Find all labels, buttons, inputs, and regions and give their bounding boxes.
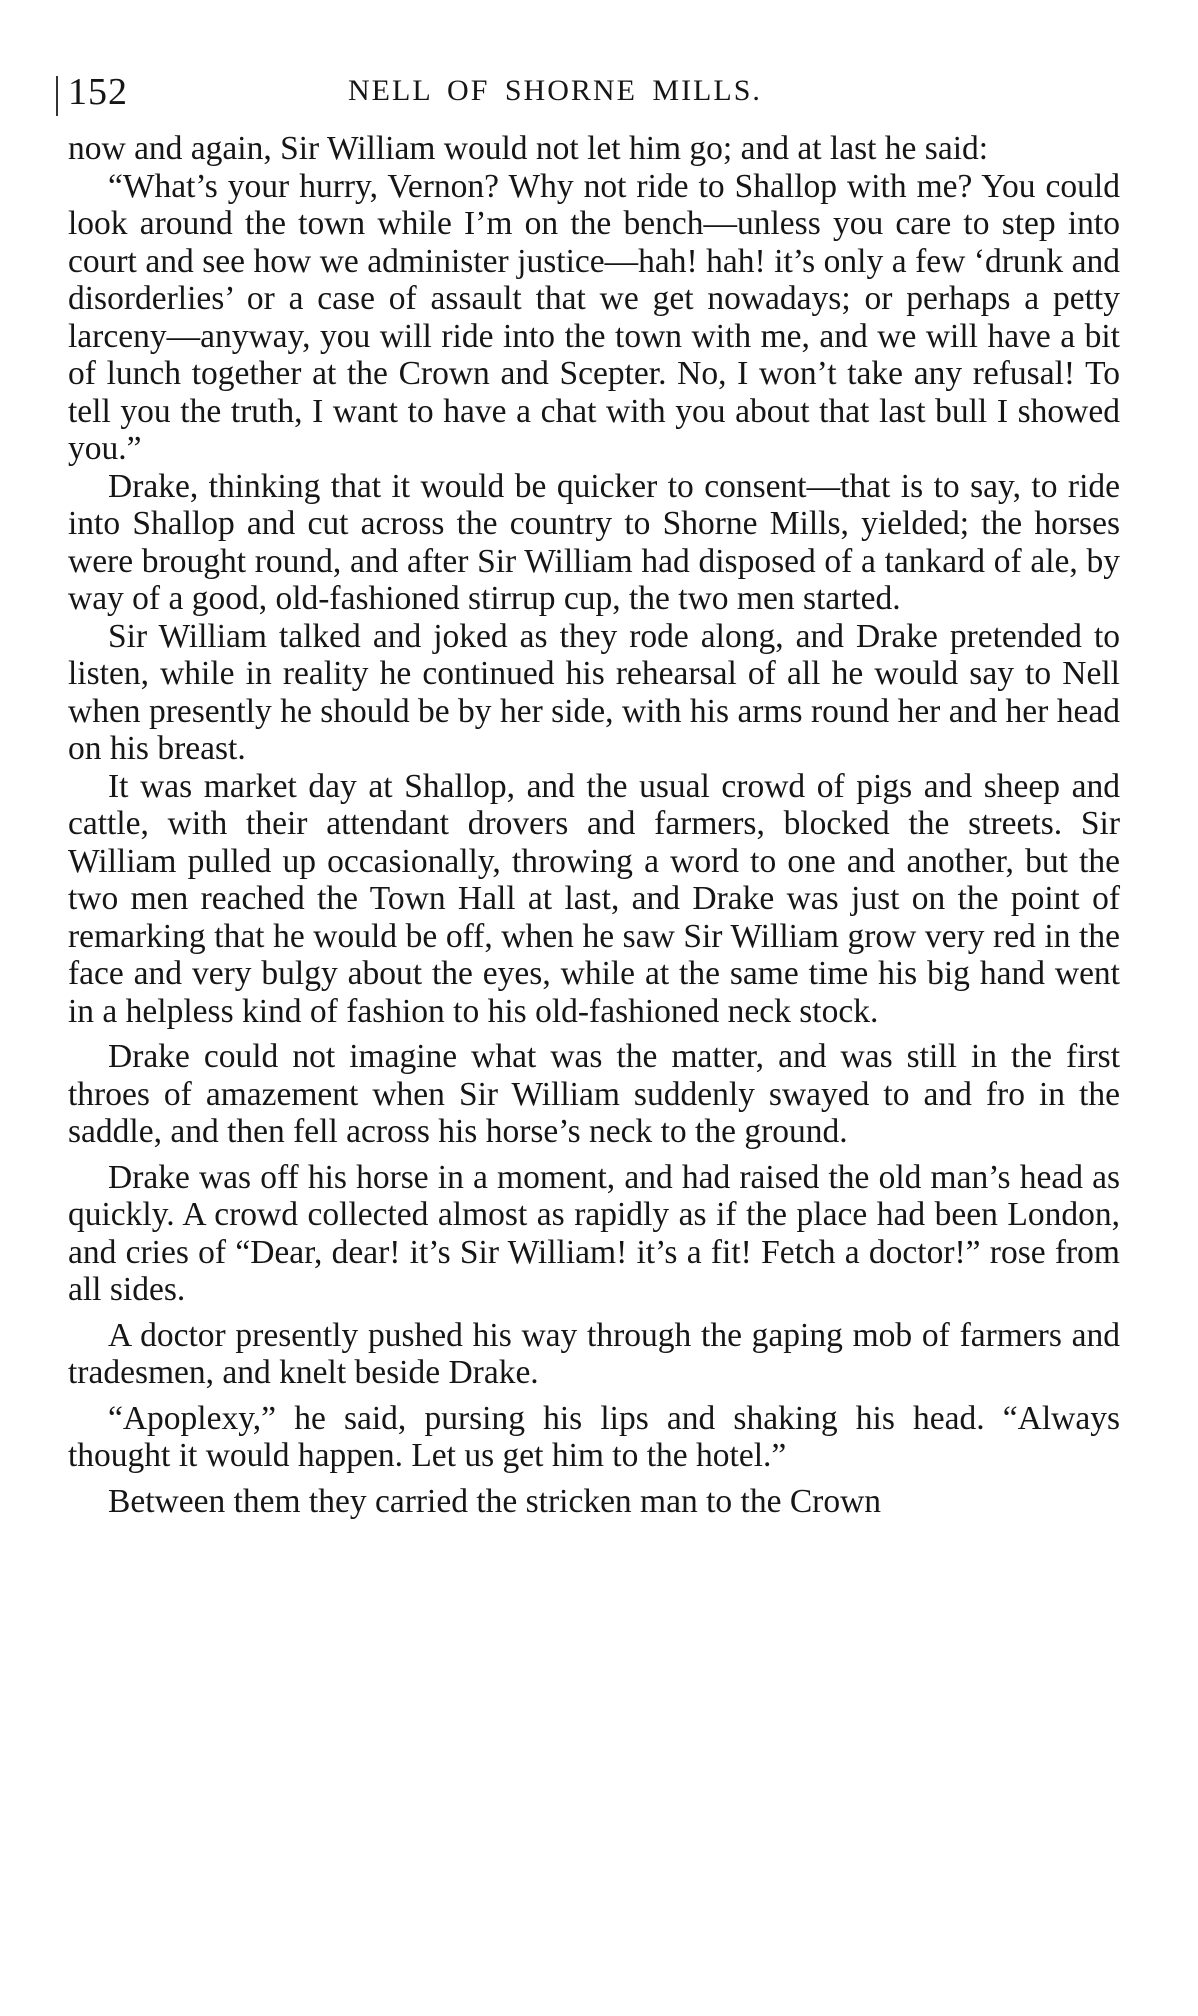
paragraph: A doctor presently pushed his way through the gaping mob of farmers and tradesmen, and knelt beside Drake.	[68, 1316, 1120, 1391]
paragraph: It was market day at Shallop, and the usual crowd of pigs and sheep and cattle, with their attendant drovers and farmers, blocked the streets. Sir William pulled up occasionally, throwing a word to one and another, but the two men reached the Town Hall at last, and Drake was just on the point of remarking that he would be off, when he saw Sir William grow very red in the face and very bulgy about the eyes, while at the same time his big hand went in a helpless kind of fashion to his old-fashioned neck stock.	[68, 767, 1120, 1030]
paragraph: now and again, Sir William would not let him go; and at last he said:	[68, 130, 989, 167]
paragraph: Between them they carried the stricken man to the Crown	[108, 1482, 882, 1520]
paragraph: Drake could not imagine what was the matter, and was still in the first throes of amazement when Sir William suddenly swayed to and fro in the saddle, and then fell across his horse’s neck to the ground.	[68, 1038, 1120, 1150]
paragraph: Sir William talked and joked as they rode along, and Drake pretended to listen, while in reality he continued his rehearsal of all he would say to Nell when presently he should be by her side, with his arms round her and her head on his breast.	[68, 617, 1120, 767]
paragraph: “What’s your hurry, Vernon? Why not ride to Shallop with me? You could look around the town while I’m on the bench—unless you care to step into court and see how we administer justice—hah! hah! it’s only a few ‘drunk and disorderlies’ or a case of assault that we get nowadays; or perhaps a petty larceny—anyway, you will ride into the town with me, and we will have a bit of lunch together at the Crown and Scepter. No, I won’t take any refusal! To tell you the truth, I want to have a chat with you about that last bull I showed you.”	[68, 167, 1120, 467]
page-number: 152	[68, 71, 128, 113]
paragraph: Drake, thinking that it would be quicker to consent—that is to say, to ride into Shallop and cut across the country to Shorne Mills, yielded; the horses were brought round, and after Sir William had disposed of a tankard of ale, by way of a good, old-fashioned stirrup cup, the two men started.	[68, 467, 1120, 617]
book-page	[68, 70, 1120, 1520]
page-header	[68, 70, 1120, 122]
body-text	[68, 130, 1120, 1520]
paragraph: “Apoplexy,” he said, pursing his lips and shaking his head. “Always thought it would happen. Let us get him to the hotel.”	[68, 1399, 1120, 1474]
running-title: NELL OF SHORNE MILLS.	[348, 74, 762, 107]
margin-rule	[56, 76, 58, 116]
paragraph: Drake was off his horse in a moment, and had raised the old man’s head as quickly. A crowd collected almost as rapidly as if the place had been London, and cries of “Dear, dear! it’s Sir William! it’s a fit! Fetch a doctor!” rose from all sides.	[68, 1158, 1120, 1308]
